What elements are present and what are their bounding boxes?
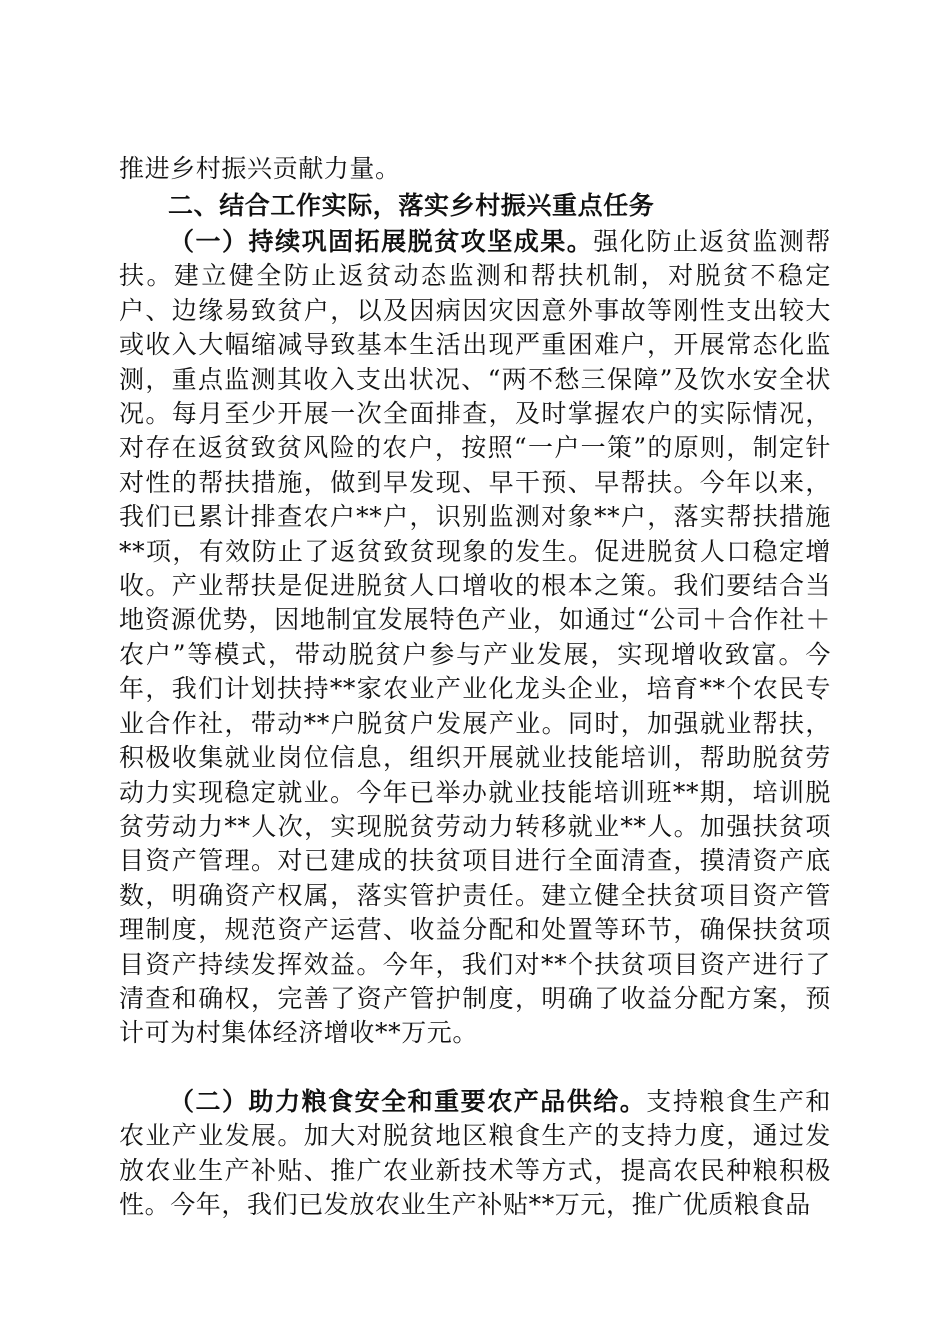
paragraph-1-lead: （一）持续巩固拓展脱贫攻坚成果。	[169, 227, 594, 256]
carryover-paragraph	[119, 152, 831, 186]
paragraph-2-text	[119, 1085, 831, 1223]
paragraph-2-lead: （二）助力粮食安全和重要农产品供给。	[169, 1087, 647, 1116]
paragraph-2	[119, 1085, 831, 1223]
carryover-text: 推进乡村振兴贡献力量。	[119, 154, 401, 183]
paragraph-1	[119, 225, 831, 1051]
paragraph-2-body: 支持粮食生产和农业产业发展。加大对脱贫地区粮食生产的支持力度，通过发放农业生产补贴、推广农业新技术等方式，提高农民种粮积极性。今年，我们已发放农业生产补贴**万元，推广优质粮食品	[119, 1087, 831, 1220]
paragraph-1-body: 强化防止返贫监测帮扶。建立健全防止返贫动态监测和帮扶机制，对脱贫不稳定户、边缘易致贫户，以及因病因灾因意外事故等刚性支出较大或收入大幅缩减导致基本生活出现严重困难户，开展常态化监测，重点监测其收入支出状况、“两不愁三保障”及饮水安全状况。每月至少开展一次全面排查，及时掌握农户的实际情况，对存在返贫致贫风险的农户，按照“一户一策”的原则，制定针对性的帮扶措施，做到早发现、早干预、早帮扶。今年以来，我们已累计排查农户**户，识别监测对象**户，落实帮扶措施**项，有效防止了返贫致贫现象的发生。促进脱贫人口稳定增收。产业帮扶是促进脱贫人口增收的根本之策。我们要结合当地资源优势，因地制宜发展特色产业，如通过“公司＋合作社＋农户”等模式，带动脱贫户参与产业发展，实现增收致富。今年，我们计划扶持**家农业产业化龙头企业，培育**个农民专业合作社，带动**户脱贫户发展产业。同时，加强就业帮扶，积极收集就业岗位信息，组织开展就业技能培训，帮助脱贫劳动力实现稳定就业。今年已举办就业技能培训班**期，培训脱贫劳动力**人次，实现脱贫劳动力转移就业**人。加强扶贫项目资产管理。对已建成的扶贫项目进行全面清查，摸清资产底数，明确资产权属，落实管护责任。建立健全扶贫项目资产管理制度，规范资产运营、收益分配和处置等环节，确保扶贫项目资产持续发挥效益。今年，我们对**个扶贫项目资产进行了清查和确权，完善了资产管护制度，明确了收益分配方案，预计可为村集体经济增收**万元。	[119, 227, 831, 1048]
paragraph-1-text	[119, 225, 831, 1051]
section-heading: 二、结合工作实际，落实乡村振兴重点任务	[168, 191, 655, 220]
